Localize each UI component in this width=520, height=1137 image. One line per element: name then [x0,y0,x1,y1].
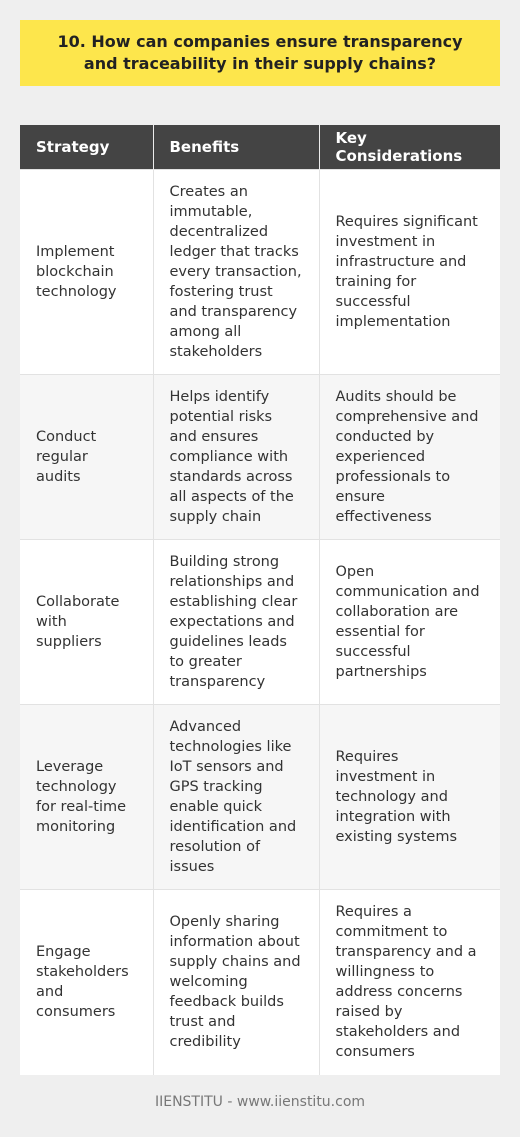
cell-strategy: Implement blockchain technology [20,170,153,375]
header-benefits: Benefits [153,125,319,170]
cell-considerations: Requires investment in technology and integration with existing systems [319,705,500,890]
table-row [20,540,500,705]
cell-strategy: Collaborate with suppliers [20,540,153,705]
cell-considerations: Audits should be comprehensive and conducted by experienced professionals to ensure effectiveness [319,375,500,540]
footer-credit: IIENSTITU - www.iienstitu.com [154,1094,366,1110]
table-row [20,375,500,540]
table-header-row [20,125,500,170]
cell-strategy: Leverage technology for real-time monitoring [20,705,153,890]
cell-considerations: Requires significant investment in infrastructure and training for successful implementation [319,170,500,375]
cell-considerations: Open communication and collaboration are essential for successful partnerships [319,540,500,705]
table-row [20,705,500,890]
header-key-considerations: Key Considerations [319,125,500,170]
table-row [20,890,500,1075]
cell-benefits: Advanced technologies like IoT sensors and GPS tracking enable quick identification and resolution of issues [153,705,319,890]
page-title: 10. How can companies ensure transparency and traceability in their supply chains? [57,32,463,73]
cell-considerations: Requires a commitment to transparency and a willingness to address concerns raised by stakeholders and consumers [319,890,500,1075]
title-banner [20,20,500,86]
cell-benefits: Building strong relationships and establishing clear expectations and guidelines leads to greater transparency [153,540,319,705]
cell-strategy: Engage stakeholders and consumers [20,890,153,1075]
strategy-table [20,125,500,1075]
table-row [20,170,500,375]
cell-benefits: Creates an immutable, decentralized ledger that tracks every transaction, fostering trust and transparency among all stakeholders [153,170,319,375]
cell-benefits: Helps identify potential risks and ensures compliance with standards across all aspects of the supply chain [153,375,319,540]
cell-benefits: Openly sharing information about supply chains and welcoming feedback builds trust and credibility [153,890,319,1075]
header-strategy: Strategy [20,125,153,170]
cell-strategy: Conduct regular audits [20,375,153,540]
